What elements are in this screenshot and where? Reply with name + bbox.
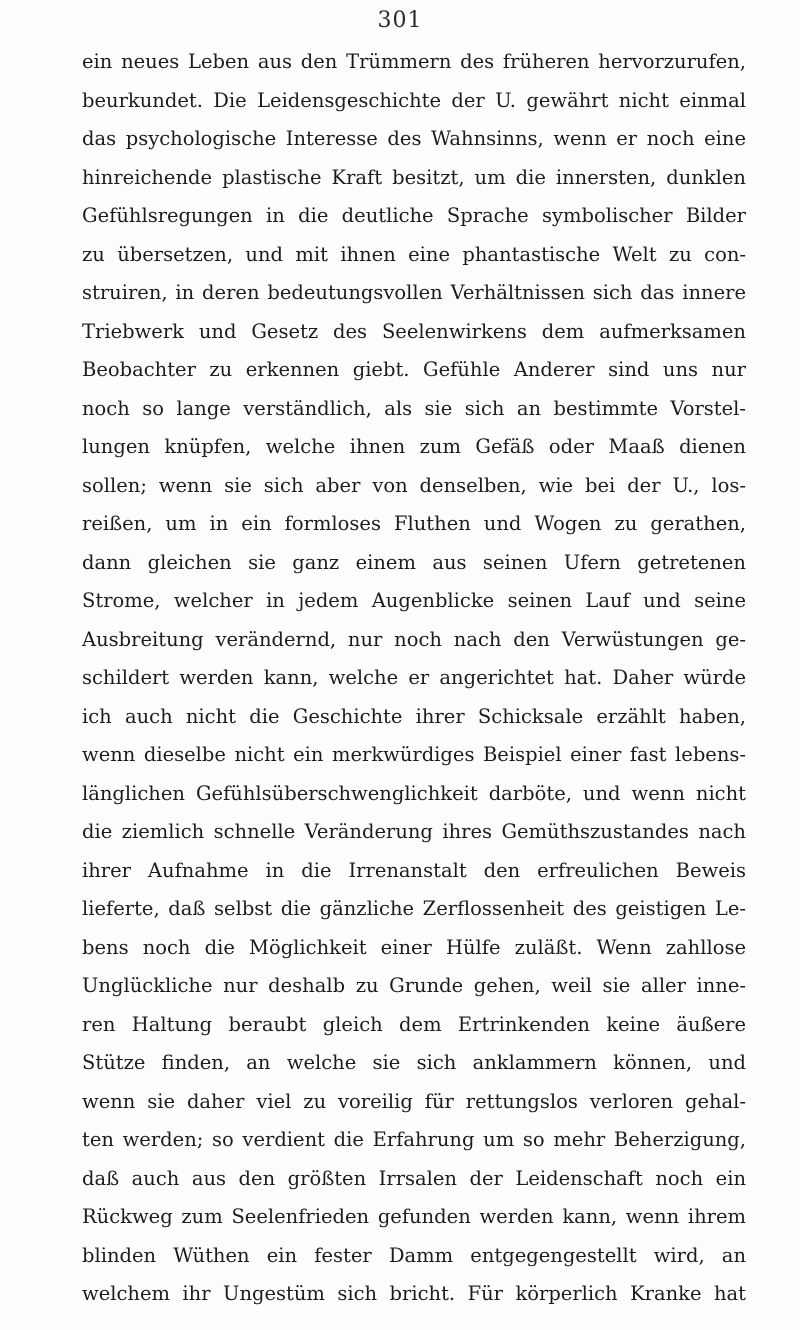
text-line: schildert werden kann, welche er angerichtet hat. Daher würde	[82, 666, 746, 689]
text-line: lungen knüpfen, welche ihnen zum Gefäß oder Maaß dienen	[82, 435, 746, 458]
text-line: hinreichende plastische Kraft besitzt, um die innersten, dunklen	[82, 165, 746, 189]
text-line: reißen, um in ein formloses Fluthen und Wogen zu gerathen,	[82, 512, 746, 535]
text-line: blinden Wüthen ein fester Damm entgegengestellt wird, an	[82, 1243, 746, 1267]
text-line: ren Haltung beraubt gleich dem Ertrinkenden keine äußere	[82, 1012, 746, 1036]
text-line: lieferte, daß selbst die gänzliche Zerflossenheit des geistigen Le-	[82, 897, 746, 920]
text-line: wenn sie daher viel zu voreilig für rettungslos verloren gehal-	[82, 1089, 746, 1113]
text-line: Triebwerk und Gesetz des Seelenwirkens dem aufmerksamen	[82, 319, 746, 343]
text-line: noch so lange verständlich, als sie sich an bestimmte Vorstel-	[82, 396, 746, 420]
text-line: ten werden; so verdient die Erfahrung um so mehr Beherzigung,	[82, 1128, 746, 1151]
text-line: zu übersetzen, und mit ihnen eine phantastische Welt zu con-	[82, 242, 746, 266]
text-line: ein neues Leben aus den Trümmern des früheren hervorzurufen,	[82, 50, 746, 73]
text-line: ich auch nicht die Geschichte ihrer Schicksale erzählt haben,	[82, 704, 746, 728]
text-line: die ziemlich schnelle Veränderung ihres Gemüthszustandes nach	[82, 820, 746, 843]
text-line: Gefühlsregungen in die deutliche Sprache symbolischer Bilder	[82, 204, 746, 227]
text-line: struiren, in deren bedeutungsvollen Verhältnissen sich das innere	[82, 281, 746, 304]
text-line: bens noch die Möglichkeit einer Hülfe zuläßt. Wenn zahllose	[82, 935, 746, 959]
text-line: Strome, welcher in jedem Augenblicke seinen Lauf und seine	[82, 589, 746, 612]
text-line: dann gleichen sie ganz einem aus seinen Ufern getretenen	[82, 550, 746, 574]
text-line: beurkundet. Die Leidensgeschichte der U. gewährt nicht einmal	[82, 88, 746, 112]
page-number: 301	[377, 8, 423, 33]
text-line: Unglückliche nur deshalb zu Grunde gehen, weil sie aller inne-	[82, 974, 746, 997]
text-line: daß auch aus den größten Irrsalen der Leidenschaft noch ein	[82, 1166, 746, 1190]
text-line: das psychologische Interesse des Wahnsinns, wenn er noch eine	[82, 127, 746, 150]
text-line: Rückweg zum Seelenfrieden gefunden werden kann, wenn ihrem	[82, 1205, 746, 1228]
text-line: länglichen Gefühlsüberschwenglichkeit darböte, und wenn nicht	[82, 781, 746, 805]
text-line: Stütze finden, an welche sie sich anklammern können, und	[82, 1051, 746, 1074]
text-line: ihrer Aufnahme in die Irrenanstalt den erfreulichen Beweis	[82, 858, 746, 882]
text-line: Ausbreitung verändernd, nur noch nach den Verwüstungen ge-	[82, 627, 746, 651]
text-line: wenn dieselbe nicht ein merkwürdiges Beispiel einer fast lebens-	[82, 743, 746, 766]
text-line: sollen; wenn sie sich aber von denselben, wie bei der U., los-	[82, 473, 746, 497]
text-line: Beobachter zu erkennen giebt. Gefühle Anderer sind uns nur	[82, 358, 746, 381]
text-line: welchem ihr Ungestüm sich bricht. Für körperlich Kranke hat	[82, 1282, 746, 1305]
body-text	[82, 43, 746, 1314]
